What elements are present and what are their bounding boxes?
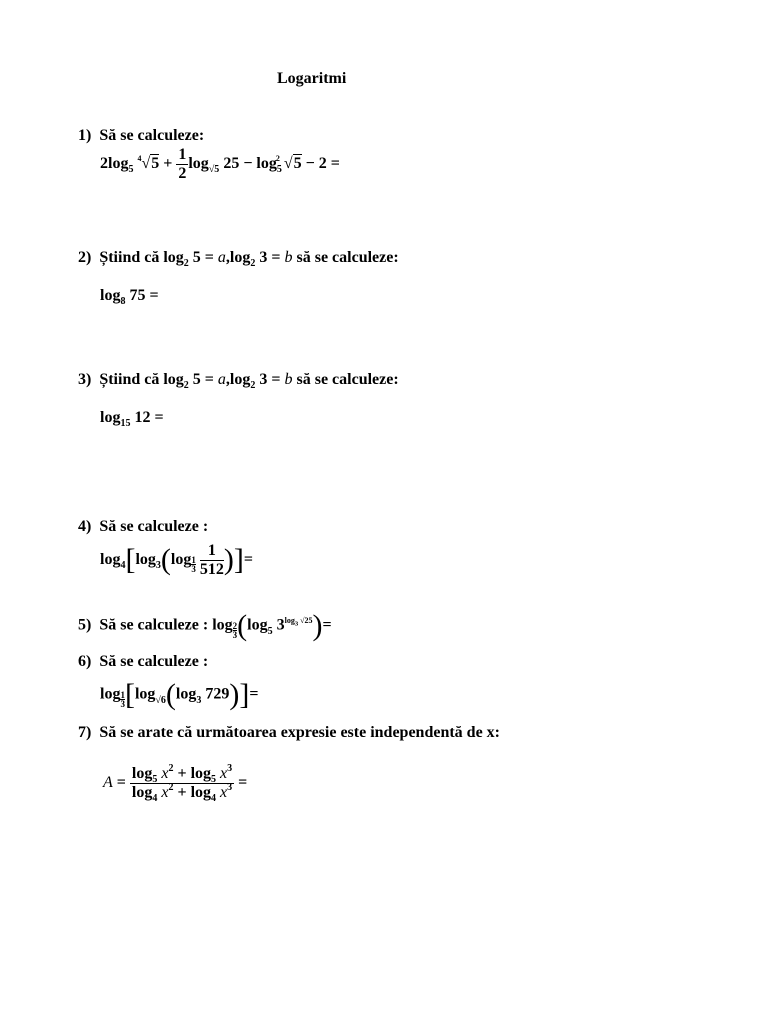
problem-text: Să se arate că următoarea expresie este independentă de x: [99,724,500,741]
problem-5: 5) Să se calculeze : log $\frac{2}{3}$ ($\log_5$ $3^{log_3 √25})=$ [78,609,332,642]
problem-number: 2) [78,249,92,266]
problem-text: Să se calculeze : [99,653,209,670]
problem-tail: să se calculeze: [296,249,399,266]
problem-number: 1) [78,127,92,144]
problem-number: 7) [78,724,92,741]
page-title: Logaritmi [277,70,347,87]
problem-1-formula: $2\log_5$ $^4$√5 + $\frac{1}{2}$ $\log_{√5} 25 - \log_5^2 √5 - 2$ = [100,146,340,182]
problem-7-header [78,724,500,742]
problem-number: 4) [78,518,92,535]
problem-text: Să se calculeze : [99,616,209,634]
problem-3-header: 3) Știind că $\log_2 5 = a,\log_2$ 3 = b să se calculeze: [78,371,399,391]
problem-text: Să se calculeze : [99,518,209,535]
problem-text: Știind că [99,371,160,388]
problem-4-header [78,518,208,536]
problem-text: Să se calculeze: [99,127,205,144]
problem-tail: să se calculeze: [296,371,399,388]
problem-number: 5) [78,616,92,634]
problem-2-header: 2) Știind că $\log_2 5 = a,\log_2$ 3 = b să se calculeze: [78,249,399,269]
problem-number: 3) [78,371,92,388]
problem-1-header [78,127,204,145]
problem-text: Știind că [99,249,160,266]
problem-3-formula: $\log_{15} 12$ = [100,409,164,429]
problem-7-formula: A = $\frac{\log_5 x^2 + \log_5 x^3}{\log_4 x^2 + \log_4 x^3}$ = [103,763,248,804]
problem-4-formula: $\log_4[\log_3(\log$ $\frac{1}{3}$ $\frac{1}{512}$ )]= [100,542,253,578]
problem-6-formula: log $\frac{1}{3}$ [$\log_{√6}(\log_3$ 729)]= [100,678,259,711]
problem-number: 6) [78,653,92,670]
problem-2-formula: $\log_8 75$ = [100,287,159,307]
problem-6-header [78,653,208,671]
